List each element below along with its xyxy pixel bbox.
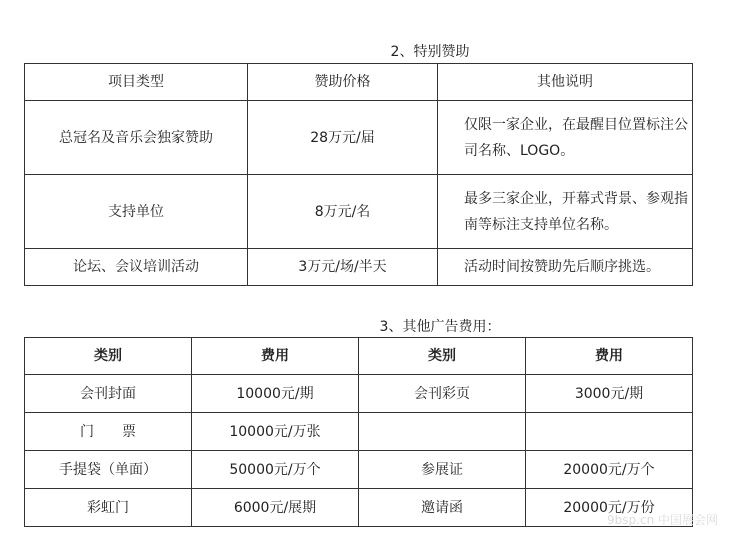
table-cell: 10000元/期 xyxy=(192,375,359,413)
other-ad-fees-table xyxy=(24,337,693,527)
table-row xyxy=(25,175,693,249)
table-row xyxy=(25,249,693,286)
table-row xyxy=(25,375,693,413)
table-cell: 8万元/名 xyxy=(248,175,438,249)
table-cell xyxy=(359,413,526,451)
special-sponsorship-table xyxy=(24,63,693,286)
table-cell: 门 票 xyxy=(25,413,192,451)
table-row xyxy=(25,489,693,527)
table-cell: 彩虹门 xyxy=(25,489,192,527)
table-cell: 会刊彩页 xyxy=(359,375,526,413)
header-cell: 费用 xyxy=(526,338,693,375)
table-cell: 3万元/场/半天 xyxy=(248,249,438,286)
table-row xyxy=(25,451,693,489)
header-cell: 赞助价格 xyxy=(248,64,438,101)
table-cell: 仅限一家企业，在最醒目位置标注公司名称、LOGO。 xyxy=(438,101,693,175)
table-cell: 最多三家企业，开幕式背景、参观指南等标注支持单位名称。 xyxy=(438,175,693,249)
header-cell: 费用 xyxy=(192,338,359,375)
table-row xyxy=(25,101,693,175)
table-cell: 总冠名及音乐会独家赞助 xyxy=(25,101,248,175)
table-cell: 6000元/展期 xyxy=(192,489,359,527)
table-cell: 3000元/期 xyxy=(526,375,693,413)
table-cell: 邀请函 xyxy=(359,489,526,527)
table-header-row xyxy=(25,64,693,101)
header-cell: 其他说明 xyxy=(438,64,693,101)
table-cell: 支持单位 xyxy=(25,175,248,249)
table-cell: 活动时间按赞助先后顺序挑选。 xyxy=(438,249,693,286)
table-cell: 10000元/万张 xyxy=(192,413,359,451)
header-cell: 类别 xyxy=(359,338,526,375)
table-cell: 手提袋（单面） xyxy=(25,451,192,489)
header-cell: 项目类型 xyxy=(25,64,248,101)
table-cell xyxy=(526,413,693,451)
table-cell: 20000元/万份 xyxy=(526,489,693,527)
table-cell: 会刊封面 xyxy=(25,375,192,413)
watermark: 9bsp.cn 中国展会网 xyxy=(607,513,718,527)
header-cell: 类别 xyxy=(25,338,192,375)
section-title-special-sponsorship: 2、特别赞助 xyxy=(390,44,470,60)
table-header-row xyxy=(25,338,693,375)
section-title-other-ad-fees: 3、其他广告费用： xyxy=(379,319,501,335)
table-cell: 参展证 xyxy=(359,451,526,489)
table-cell: 20000元/万个 xyxy=(526,451,693,489)
table-cell: 28万元/届 xyxy=(248,101,438,175)
table-cell: 50000元/万个 xyxy=(192,451,359,489)
table-row xyxy=(25,413,693,451)
table-cell: 论坛、会议培训活动 xyxy=(25,249,248,286)
